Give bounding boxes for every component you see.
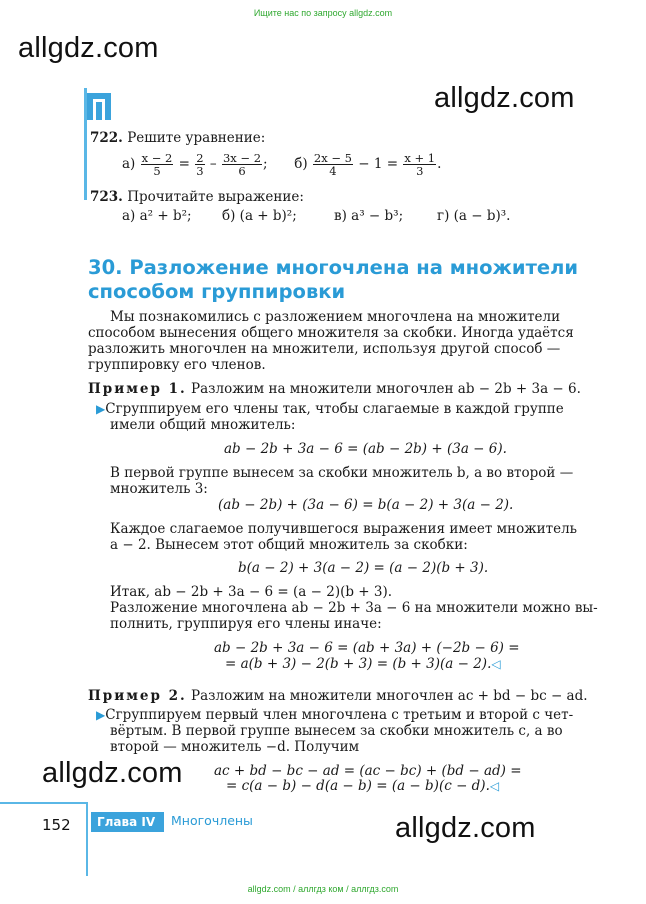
example-1-line-9: полнить, группируя его члены иначе:: [110, 616, 382, 632]
formula: [225, 656, 501, 673]
watermark-brand-1: allgdz.com: [18, 32, 159, 64]
minus-sign: –: [209, 156, 217, 172]
example-task: Разложим на множители многочлен ac + bd − bc − ad.: [191, 688, 588, 704]
intro-line-4: группировку его членов.: [88, 357, 266, 373]
example-1-heading: [88, 381, 581, 398]
problem-723: [90, 189, 304, 206]
example-label: Пример 2.: [88, 688, 187, 704]
intro-line-3: разложить многочлен на множители, используя другой способ —: [88, 341, 561, 357]
item-label-b: б): [294, 156, 308, 172]
page-number: 152: [42, 816, 71, 834]
example-1-line-8: Разложение многочлена ab − 2b + 3a − 6 на множители можно вы-: [110, 600, 598, 616]
fraction: $\frac{x + 1}{3}$: [404, 151, 436, 178]
formula: [226, 778, 499, 795]
example-1-line-7: Итак, ab − 2b + 3a − 6 = (a − 2)(b + 3).: [110, 584, 393, 600]
item-label-a: а): [122, 156, 136, 172]
problem-723-d: г) (a − b)³.: [437, 208, 511, 224]
example-1-line-5: Каждое слагаемое получившегося выражения имеет множитель: [110, 521, 578, 537]
formula: b(a − 2) + 3(a − 2) = (a − 2)(b + 3).: [238, 560, 489, 576]
exercise-badge-icon: [87, 93, 111, 120]
problem-722-items: [122, 150, 441, 178]
footer-vertical-divider: [86, 802, 88, 876]
example-1-line-1: [96, 401, 564, 418]
section-title-line-1: 30. Разложение многочлена на множители: [88, 256, 579, 279]
watermark-bottom: allgdz.com / аллгдз ком / аллгдз.com: [247, 884, 399, 894]
formula: ab − 2b + 3a − 6 = (ab + 3a) + (−2b − 6) =: [214, 640, 520, 656]
example-2-heading: [88, 688, 588, 705]
solution-start-icon: ▶: [96, 708, 106, 722]
problem-722: [90, 130, 265, 147]
example-1-line-6: a − 2. Вынесем этот общий множитель за скобки:: [110, 537, 468, 553]
equals-sign: =: [178, 156, 190, 172]
punct: ;: [263, 156, 268, 172]
chapter-title: Многочлены: [171, 813, 253, 828]
problem-prompt: Прочитайте выражение:: [127, 189, 304, 205]
fraction: $\frac{3x - 2}{6}$: [222, 151, 262, 178]
text: = a(b + 3) − 2(b + 3) = (b + 3)(a − 2).: [225, 656, 492, 672]
section-title-line-2: способом группировки: [88, 280, 346, 303]
fraction: $\frac{2x - 5}{4}$: [313, 151, 352, 178]
expression-part: − 1 =: [358, 156, 399, 172]
formula: ac + bd − bc − ad = (ac − bc) + (bd − ad) =: [214, 763, 522, 779]
solution-start-icon: ▶: [96, 402, 106, 416]
example-label: Пример 1.: [88, 381, 187, 397]
example-2-line-3: второй — множитель −d. Получим: [110, 739, 360, 755]
formula: ab − 2b + 3a − 6 = (ab − 2b) + (3a − 6).: [224, 441, 507, 457]
text: = c(a − b) − d(a − b) = (a − b)(c − d).: [226, 778, 490, 794]
text: Сгруппируем его члены так, чтобы слагаемые в каждой группе: [105, 401, 564, 417]
watermark-brand-4: allgdz.com: [395, 812, 536, 844]
chapter-label: Глава IV: [91, 812, 164, 832]
example-task: Разложим на множители многочлен ab − 2b + 3a − 6.: [191, 381, 581, 397]
problem-prompt: Решите уравнение:: [127, 130, 266, 146]
watermark-top: Ищите нас по запросу allgdz.com: [253, 8, 393, 18]
problem-723-c: в) a³ − b³;: [334, 208, 404, 224]
intro-line-2: способом вынесения общего множителя за скобки. Иногда удаётся: [88, 325, 574, 341]
problem-723-a: а) a² + b²;: [122, 208, 192, 224]
watermark-brand-2: allgdz.com: [434, 82, 575, 114]
section-title: [88, 256, 578, 304]
fraction: $\frac{2}{3}$: [196, 151, 204, 178]
solution-end-icon: ◁: [489, 779, 500, 793]
problem-number: 722.: [90, 130, 123, 146]
intro-line-1: Мы познакомились с разложением многочлена на множители: [110, 309, 561, 325]
solution-end-icon: ◁: [491, 657, 501, 671]
example-2-line-2: вёртым. В первой группе вынесем за скобки множитель c, а во: [110, 723, 563, 739]
problem-number: 723.: [90, 189, 123, 205]
example-1-line-3: В первой группе вынесем за скобки множитель b, а во второй —: [110, 465, 574, 481]
example-1-line-2: имели общий множитель:: [110, 417, 296, 433]
example-1-line-4: множитель 3:: [110, 481, 208, 497]
example-2-line-1: [96, 707, 573, 724]
fraction: $\frac{x - 2}{5}$: [141, 151, 173, 178]
formula: (ab − 2b) + (3a − 6) = b(a − 2) + 3(a − 2).: [218, 497, 514, 513]
footer-divider: [0, 802, 88, 804]
watermark-brand-3: allgdz.com: [42, 757, 183, 789]
punct: .: [437, 156, 442, 172]
problem-723-b: б) (a + b)²;: [222, 208, 297, 224]
text: Сгруппируем первый член многочлена с третьим и второй с чет-: [105, 707, 574, 723]
